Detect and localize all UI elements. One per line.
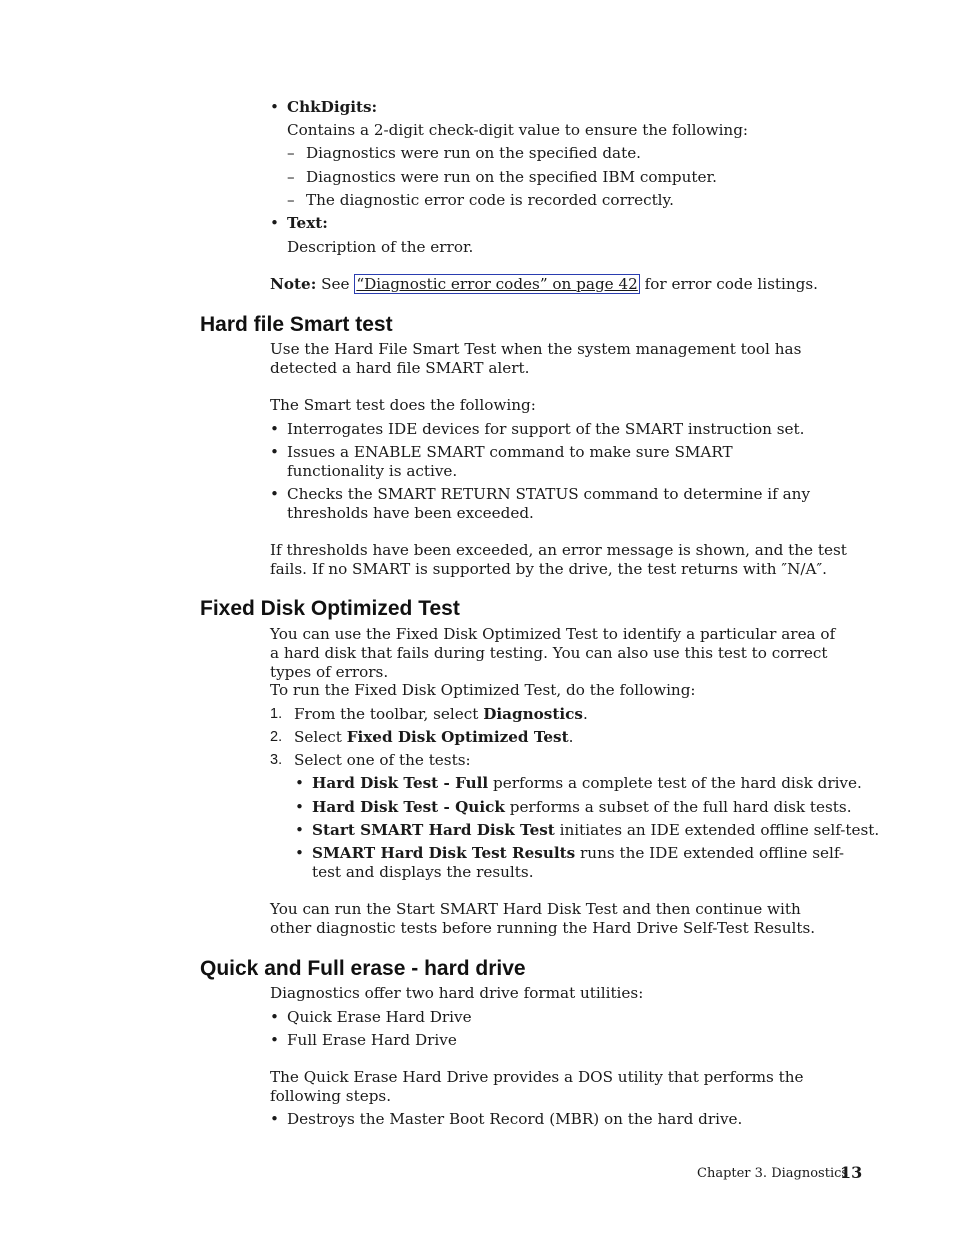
- bullet: •: [270, 443, 279, 461]
- note-link[interactable]: “Diagnostic error codes” on page 42: [356, 275, 638, 293]
- bullet: •: [270, 214, 279, 232]
- smart-item: Interrogates IDE devices for support of the SMART instruction set.: [287, 420, 805, 438]
- fixed-step: Select one of the tests:: [294, 751, 471, 769]
- erase-step: Destroys the Master Boot Record (MBR) on the hard drive.: [287, 1110, 743, 1128]
- test-item: Hard Disk Test - Full performs a complete test of the hard disk drive.: [312, 774, 862, 792]
- heading-fixed-disk: Fixed Disk Optimized Test: [200, 597, 460, 620]
- erase-intro: Diagnostics offer two hard drive format utilities:: [270, 984, 644, 1002]
- bullet: •: [270, 1031, 279, 1049]
- note-pre: See: [321, 275, 350, 293]
- test-item: Start SMART Hard Disk Test initiates an IDE extended offline self-test.: [312, 821, 880, 839]
- smart-intro: Use the Hard File Smart Test when the system management tool has detected a hard file SMART alert.: [270, 340, 802, 377]
- chkdigits-desc: Contains a 2-digit check-digit value to ensure the following:: [287, 121, 749, 139]
- test-item: SMART Hard Disk Test Results runs the IDE extended offline self-test and displays the results.: [312, 844, 845, 881]
- chkdigits-item: Diagnostics were run on the specified date.: [306, 144, 642, 162]
- test-item: Hard Disk Test - Quick performs a subset of the full hard disk tests.: [312, 798, 852, 816]
- smart-lead: The Smart test does the following:: [270, 396, 536, 414]
- fixed-lead: To run the Fixed Disk Optimized Test, do the following:: [270, 681, 696, 699]
- bullet: •: [295, 844, 304, 862]
- chkdigits-item: The diagnostic error code is recorded correctly.: [306, 191, 674, 209]
- bullet: •: [270, 1008, 279, 1026]
- bullet: •: [270, 485, 279, 503]
- smart-item: Issues a ENABLE SMART command to make sure SMART functionality is active.: [287, 443, 733, 480]
- text-term: Text:: [287, 214, 328, 232]
- smart-outro: If thresholds have been exceeded, an error message is shown, and the test fails. If no SMART is supported by the drive, the test returns with ″N/A″.: [270, 541, 847, 578]
- fixed-outro: You can run the Start SMART Hard Disk Test and then continue with other diagnostic tests before running the Hard Drive Self-Test Results.: [270, 900, 816, 937]
- erase-item: Quick Erase Hard Drive: [287, 1008, 472, 1026]
- bullet: •: [295, 774, 304, 792]
- bullet: •: [270, 1110, 279, 1128]
- step-number: 1.: [270, 706, 283, 722]
- text-desc: Description of the error.: [287, 238, 474, 256]
- step-number: 2.: [270, 729, 283, 745]
- heading-smart-test: Hard file Smart test: [200, 313, 393, 336]
- fixed-step: From the toolbar, select Diagnostics.: [294, 705, 588, 723]
- dash: –: [287, 191, 295, 209]
- note-post: for error code listings.: [644, 275, 819, 293]
- chkdigits-term: ChkDigits:: [287, 98, 378, 116]
- heading-erase: Quick and Full erase - hard drive: [200, 957, 526, 980]
- dash: –: [287, 144, 295, 162]
- erase-item: Full Erase Hard Drive: [287, 1031, 457, 1049]
- bullet: •: [295, 821, 304, 839]
- bullet: •: [270, 98, 279, 116]
- smart-item: Checks the SMART RETURN STATUS command to determine if any thresholds have been exceeded.: [287, 485, 811, 522]
- note-label: Note:: [270, 275, 317, 293]
- page-number: 13: [840, 1163, 863, 1182]
- erase-para: The Quick Erase Hard Drive provides a DOS utility that performs the following steps.: [270, 1068, 804, 1105]
- step-number: 3.: [270, 752, 283, 768]
- dash: –: [287, 168, 295, 186]
- chkdigits-item: Diagnostics were run on the specified IBM computer.: [306, 168, 717, 186]
- bullet: •: [295, 798, 304, 816]
- footer-chapter: Chapter 3. Diagnostics: [697, 1166, 849, 1181]
- fixed-intro: You can use the Fixed Disk Optimized Test to identify a particular area of a hard disk that fails during testing. You can also use this test to correct types of errors.: [270, 625, 836, 681]
- fixed-step: Select Fixed Disk Optimized Test.: [294, 728, 574, 746]
- bullet: •: [270, 420, 279, 438]
- note: [270, 275, 818, 294]
